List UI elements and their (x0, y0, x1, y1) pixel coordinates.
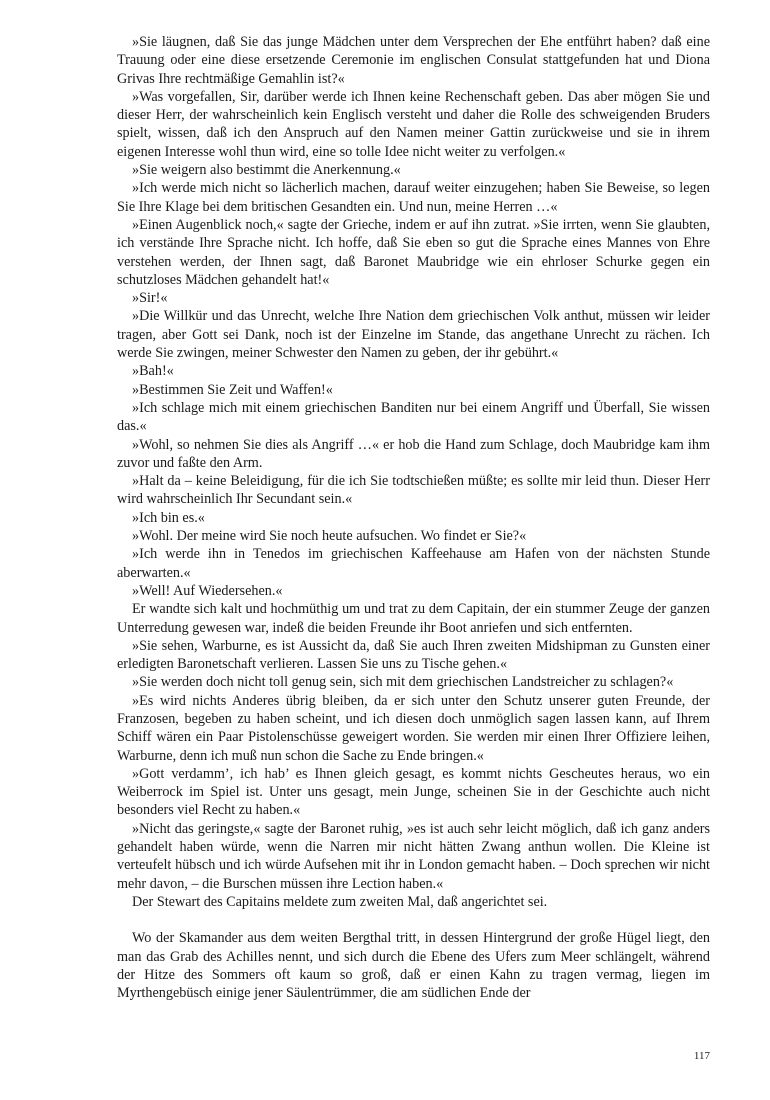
paragraph: »Ich bin es.« (132, 509, 205, 526)
paragraph: »Sie läugnen, daß Sie das junge Mädchen unter dem Versprechen der Ehe entführt haben? daß eine Trauung oder eine diese ersetzende Ceremonie im englischen Consulat stattgefunden hat und Diona Grivas Ihre rechtmäßige Gemahlin ist?« (117, 34, 710, 87)
paragraph: »Nicht das geringste,« sagte der Baronet ruhig, »es ist auch sehr leicht möglich, daß ich ganz anders gehandelt haben würde, wenn die Narren mir nicht hätten Zwang anthun wollen. Die Kleine ist verteufelt hübsch und ich würde Aufsehen mit ihr in London gemacht haben. – Doch sprechen wir nicht mehr davon, – die Burschen müssen ihre Lection haben.« (117, 820, 710, 892)
paragraph: Der Stewart des Capitains meldete zum zweiten Mal, daß angerichtet sei. (132, 893, 548, 910)
paragraph: »Wohl, so nehmen Sie dies als Angriff …« er hob die Hand zum Schlage, doch Maubridge kam ihm zuvor und faßte den Arm. (117, 436, 710, 471)
paragraph: »Die Willkür und das Unrecht, welche Ihre Nation dem griechischen Volk anthut, müssen wir leider tragen, aber Gott sei Dank, noch ist der Einzelne im Stande, das angethane Unrecht zu rächen. Ich werde Sie zwingen, meiner Schwester den Namen zu geben, der ihr gebührt.« (117, 308, 710, 362)
paragraph: »Sie weigern also bestimmt die Anerkennung.« (132, 162, 401, 179)
page-number: 117 (693, 1050, 710, 1062)
section-start-paragraph: Wo der Skamander aus dem weiten Bergthal tritt, in dessen Hintergrund der große Hügel liegt, den man das Grab des Achilles nennt, und sich durch die Ebene des Ufers zum Meer schlängelt, während der Hitze des Sommers oft kaum so groß, daß er einen Kahn zu tragen vermag, liegen im Myrthengebüsch einige jener Säulentrümmer, die am südlichen Ende der (117, 930, 710, 1002)
paragraph: »Wohl. Der meine wird Sie noch heute aufsuchen. Wo findet er Sie?« (132, 528, 527, 545)
paragraph: »Well! Auf Wiedersehen.« (132, 582, 283, 599)
page-text (117, 33, 710, 1002)
paragraph: »Sie werden doch nicht toll genug sein, sich mit dem griechischen Landstreicher zu schlagen?« (132, 674, 674, 691)
paragraph: »Ich werde ihn in Tenedos im griechischen Kaffeehause am Hafen von der nächsten Stunde aberwarten.« (117, 546, 710, 581)
paragraph: »Ich werde mich nicht so lächerlich machen, darauf weiter einzugehen; haben Sie Beweise, so legen Sie Ihre Klage bei dem britischen Gesandten ein. Und nun, meine Herren …« (117, 180, 710, 215)
paragraph: »Ich schlage mich mit einem griechischen Banditen nur bei einem Angriff und Überfall, Sie wissen das.« (117, 399, 710, 435)
paragraph: »Sir!« (132, 290, 168, 307)
paragraph: »Es wird nichts Anderes übrig bleiben, da er sich unter den Schutz unserer guten Freunde, der Franzosen, begeben zu haben scheint, und ich diesen doch unmöglich sagen lassen kann, auf Ihrem Schiff wären ein Paar Pistolenschüsse geweigert worden. Sie werden mir einen Ihrer Offiziere leihen, Warburne, denn ich muß nun schon die Sache zu Ende bringen.« (117, 692, 710, 764)
paragraph: Er wandte sich kalt und hochmüthig um und trat zu dem Capitain, der ein stummer Zeuge der ganzen Unterredung gewesen war, indeß die beiden Freunde ihr Boot anriefen und sich entfernten. (117, 601, 710, 636)
paragraph: »Einen Augenblick noch,« sagte der Grieche, indem er auf ihn zutrat. »Sie irrten, wenn Sie glaubten, ich verstände Ihre Sprache nicht. Ich hoffe, daß Sie eben so gut die Sprache eines Mannes von Ehre verstehen werden, der Ihnen sagt, daß Baronet Maubridge wie ein ehrloser Schurke gegen ein schutzloses Mädchen gehandelt hat!« (117, 216, 710, 288)
paragraph: »Bestimmen Sie Zeit und Waffen!« (132, 381, 333, 398)
paragraph: »Was vorgefallen, Sir, darüber werde ich Ihnen keine Rechenschaft geben. Das aber mögen Sie und dieser Herr, der wahrscheinlich kein Englisch versteht und daher die Rolle des schweigenden Bruders spielt, wissen, daß ich den Anspruch auf den Namen meiner Gattin zurückweise und sie in ihrem eigenen Interesse wohl thun wird, eine so tolle Idee nicht weiter zu verfolgen.« (117, 88, 710, 160)
paragraph: »Gott verdamm’, ich hab’ es Ihnen gleich gesagt, es kommt nichts Gescheutes heraus, wo ein Weiberrock im Spiel ist. Unter uns gesagt, mein Junge, scheinen Sie in der Geschichte auch nicht besonders viel Recht zu haben.« (117, 765, 710, 819)
paragraph: »Bah!« (132, 363, 174, 380)
paragraph: »Halt da – keine Beleidigung, für die ich Sie todtschießen müßte; es sollte mir leid thun. Dieser Herr wird wahrscheinlich Ihr Secundant sein.« (117, 473, 710, 508)
paragraph: »Sie sehen, Warburne, es ist Aussicht da, daß Sie auch Ihren zweiten Midshipman zu Gunsten einer erledigten Baronetschaft verlieren. Lassen Sie uns zu Tische gehen.« (117, 637, 710, 673)
